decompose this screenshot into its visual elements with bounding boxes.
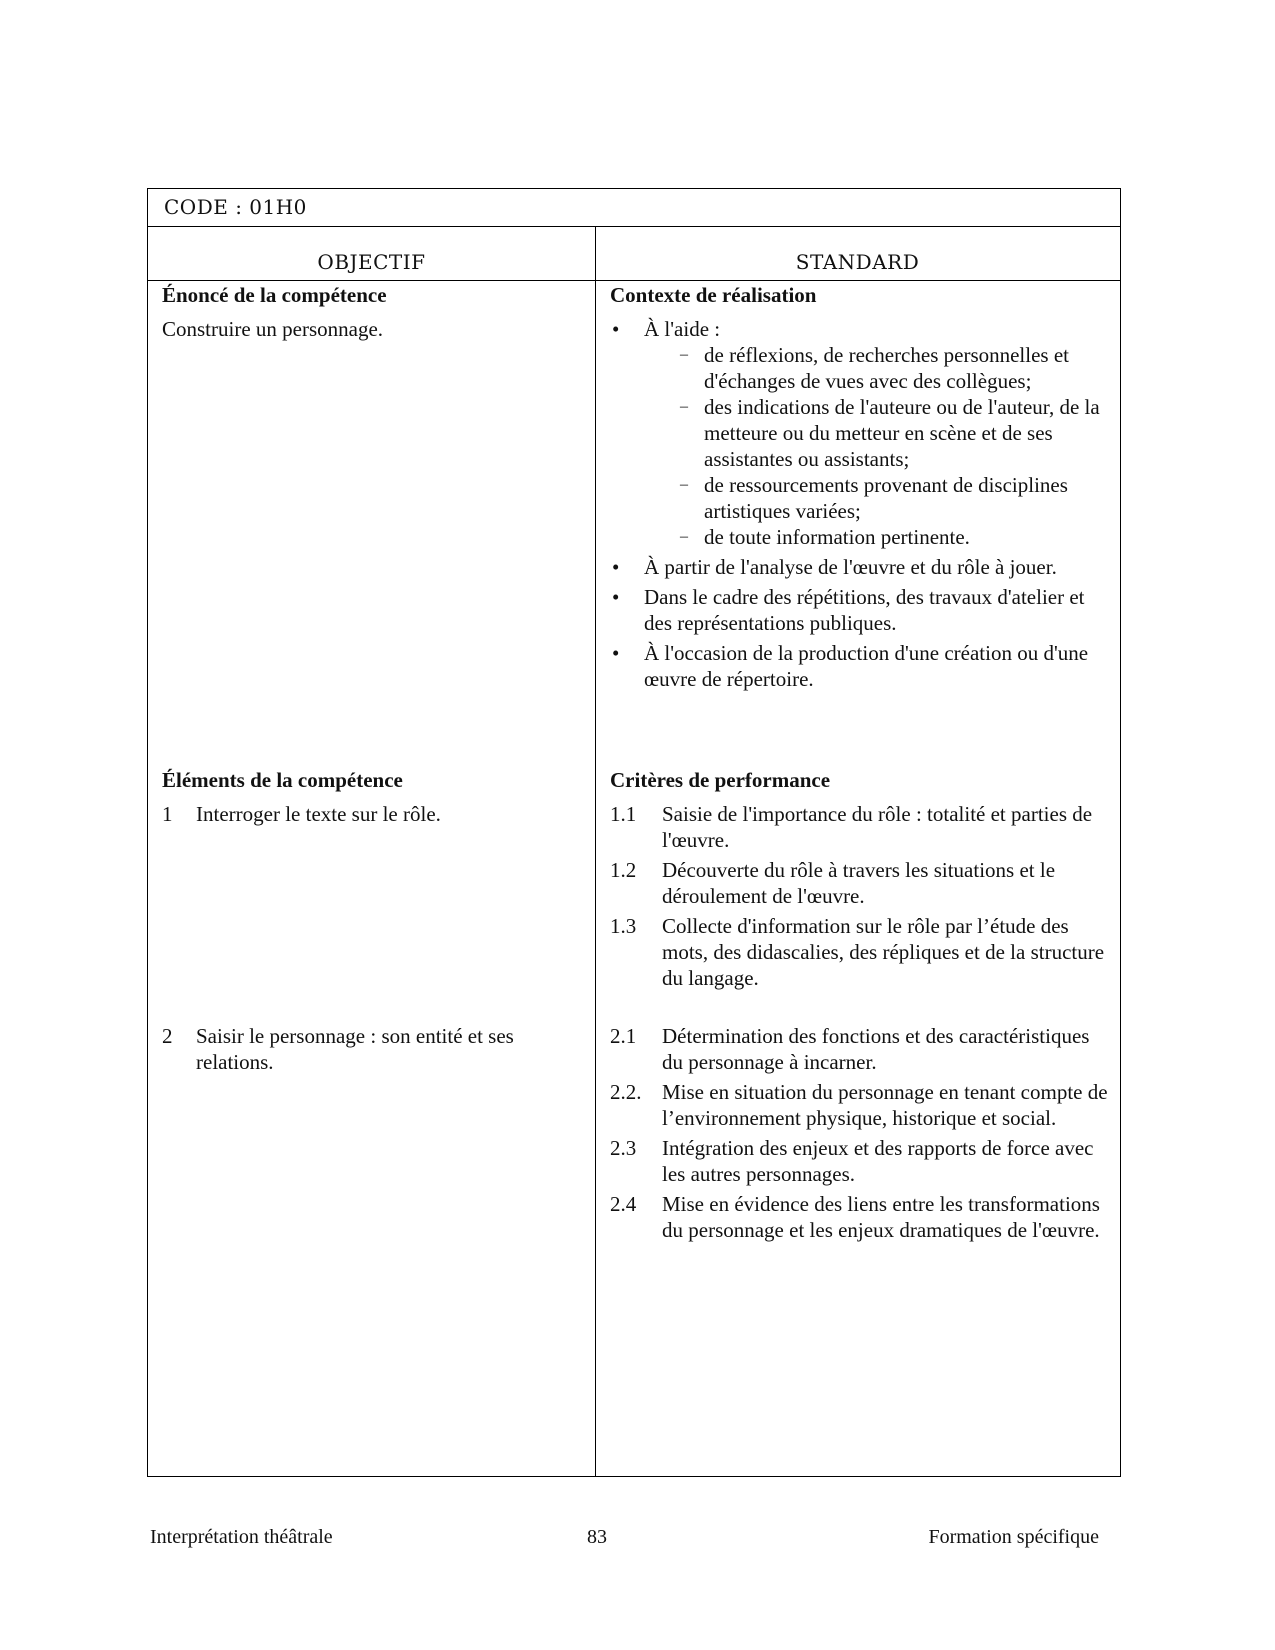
footer-left: Interprétation théâtrale — [150, 1526, 333, 1548]
list-item — [610, 640, 1110, 692]
criterion-number: 1.1 — [610, 802, 637, 826]
criterion-text: Mise en situation du personnage en tenant compte de l’environnement physique, historique et social. — [662, 1080, 1108, 1130]
criterion-item — [610, 1135, 1110, 1187]
criterion-text: Détermination des fonctions et des caractéristiques du personnage à incarner. — [662, 1024, 1090, 1074]
element-number: 1 — [162, 802, 173, 826]
criterion-number: 2.4 — [610, 1192, 637, 1216]
element-2-section — [162, 1023, 582, 1075]
page-number: 83 — [587, 1526, 607, 1548]
competency-table — [147, 188, 1121, 1477]
sub-item — [680, 524, 1110, 550]
dash-icon: – — [680, 528, 688, 545]
sub-item — [680, 394, 1110, 472]
criteres-group-2 — [610, 1023, 1110, 1247]
list-item — [610, 316, 1110, 550]
contexte-list — [610, 316, 1110, 692]
contexte-title: Contexte de réalisation — [610, 283, 817, 307]
sub-text: de ressourcements provenant de disciplines artistiques variées; — [704, 473, 1068, 523]
bullet-text: À l'aide : — [644, 317, 721, 341]
dash-icon: – — [680, 346, 688, 363]
dash-icon: – — [680, 476, 688, 493]
criterion-number: 2.2. — [610, 1080, 642, 1104]
list-item — [610, 584, 1110, 636]
bullet-icon: • — [612, 641, 620, 665]
sub-item — [680, 472, 1110, 524]
list-item — [610, 554, 1110, 580]
criterion-number: 2.3 — [610, 1136, 637, 1160]
column-divider — [595, 227, 596, 1476]
criterion-item — [610, 913, 1110, 991]
code-row — [148, 189, 1120, 227]
enonce-section — [162, 282, 582, 342]
sub-text: de toute information pertinente. — [704, 525, 970, 549]
element-text: Saisir le personnage : son entité et ses relations. — [196, 1024, 514, 1074]
element-item — [162, 801, 582, 827]
standard-header: STANDARD — [595, 227, 1120, 281]
criterion-item — [610, 1079, 1110, 1131]
dash-icon: – — [680, 398, 688, 415]
elements-section — [162, 767, 582, 827]
element-text: Interroger le texte sur le rôle. — [196, 802, 441, 826]
objectif-header: OBJECTIF — [148, 227, 595, 281]
criteres-section — [610, 767, 1110, 995]
bullet-icon: • — [612, 585, 620, 609]
bullet-text: Dans le cadre des répétitions, des travaux d'atelier et des représentations publiques. — [644, 585, 1085, 635]
footer-right: Formation spécifique — [928, 1526, 1099, 1548]
criterion-text: Collecte d'information sur le rôle par l’étude des mots, des didascalies, des répliques et de la structure du langage. — [662, 914, 1105, 990]
criterion-item — [610, 1191, 1110, 1243]
sub-text: de réflexions, de recherches personnelles et d'échanges de vues avec des collègues; — [704, 343, 1069, 393]
criterion-number: 1.3 — [610, 914, 637, 938]
bullet-text: À partir de l'analyse de l'œuvre et du rôle à jouer. — [644, 555, 1057, 579]
criteres-title: Critères de performance — [610, 768, 831, 792]
criterion-number: 2.1 — [610, 1024, 637, 1048]
criterion-text: Intégration des enjeux et des rapports de force avec les autres personnages. — [662, 1136, 1094, 1186]
elements-title: Éléments de la compétence — [162, 768, 403, 792]
criterion-text: Saisie de l'importance du rôle : totalité et parties de l'œuvre. — [662, 802, 1093, 852]
criteres-group-1 — [610, 801, 1110, 991]
bullet-icon: • — [612, 555, 620, 579]
criterion-item — [610, 1023, 1110, 1075]
contexte-section — [610, 282, 1110, 696]
sub-text: des indications de l'auteure ou de l'auteur, de la metteure ou du metteur en scène et de ses assistantes ou assistants; — [704, 395, 1100, 471]
bullet-text: À l'occasion de la production d'une création ou d'une œuvre de répertoire. — [644, 641, 1089, 691]
criterion-text: Découverte du rôle à travers les situations et le déroulement de l'œuvre. — [662, 858, 1056, 908]
enonce-title: Énoncé de la compétence — [162, 283, 387, 307]
code-label: CODE : 01H0 — [164, 195, 307, 219]
criterion-text: Mise en évidence des liens entre les transformations du personnage et les enjeux dramatiques de l'œuvre. — [662, 1192, 1100, 1242]
criterion-item — [610, 857, 1110, 909]
sub-item — [680, 342, 1110, 394]
sub-list — [644, 342, 1110, 550]
element-item — [162, 1023, 582, 1075]
criterion-number: 1.2 — [610, 858, 637, 882]
criterion-item — [610, 801, 1110, 853]
enonce-text: Construire un personnage. — [162, 317, 384, 341]
bullet-icon: • — [612, 317, 620, 341]
element-number: 2 — [162, 1024, 173, 1048]
